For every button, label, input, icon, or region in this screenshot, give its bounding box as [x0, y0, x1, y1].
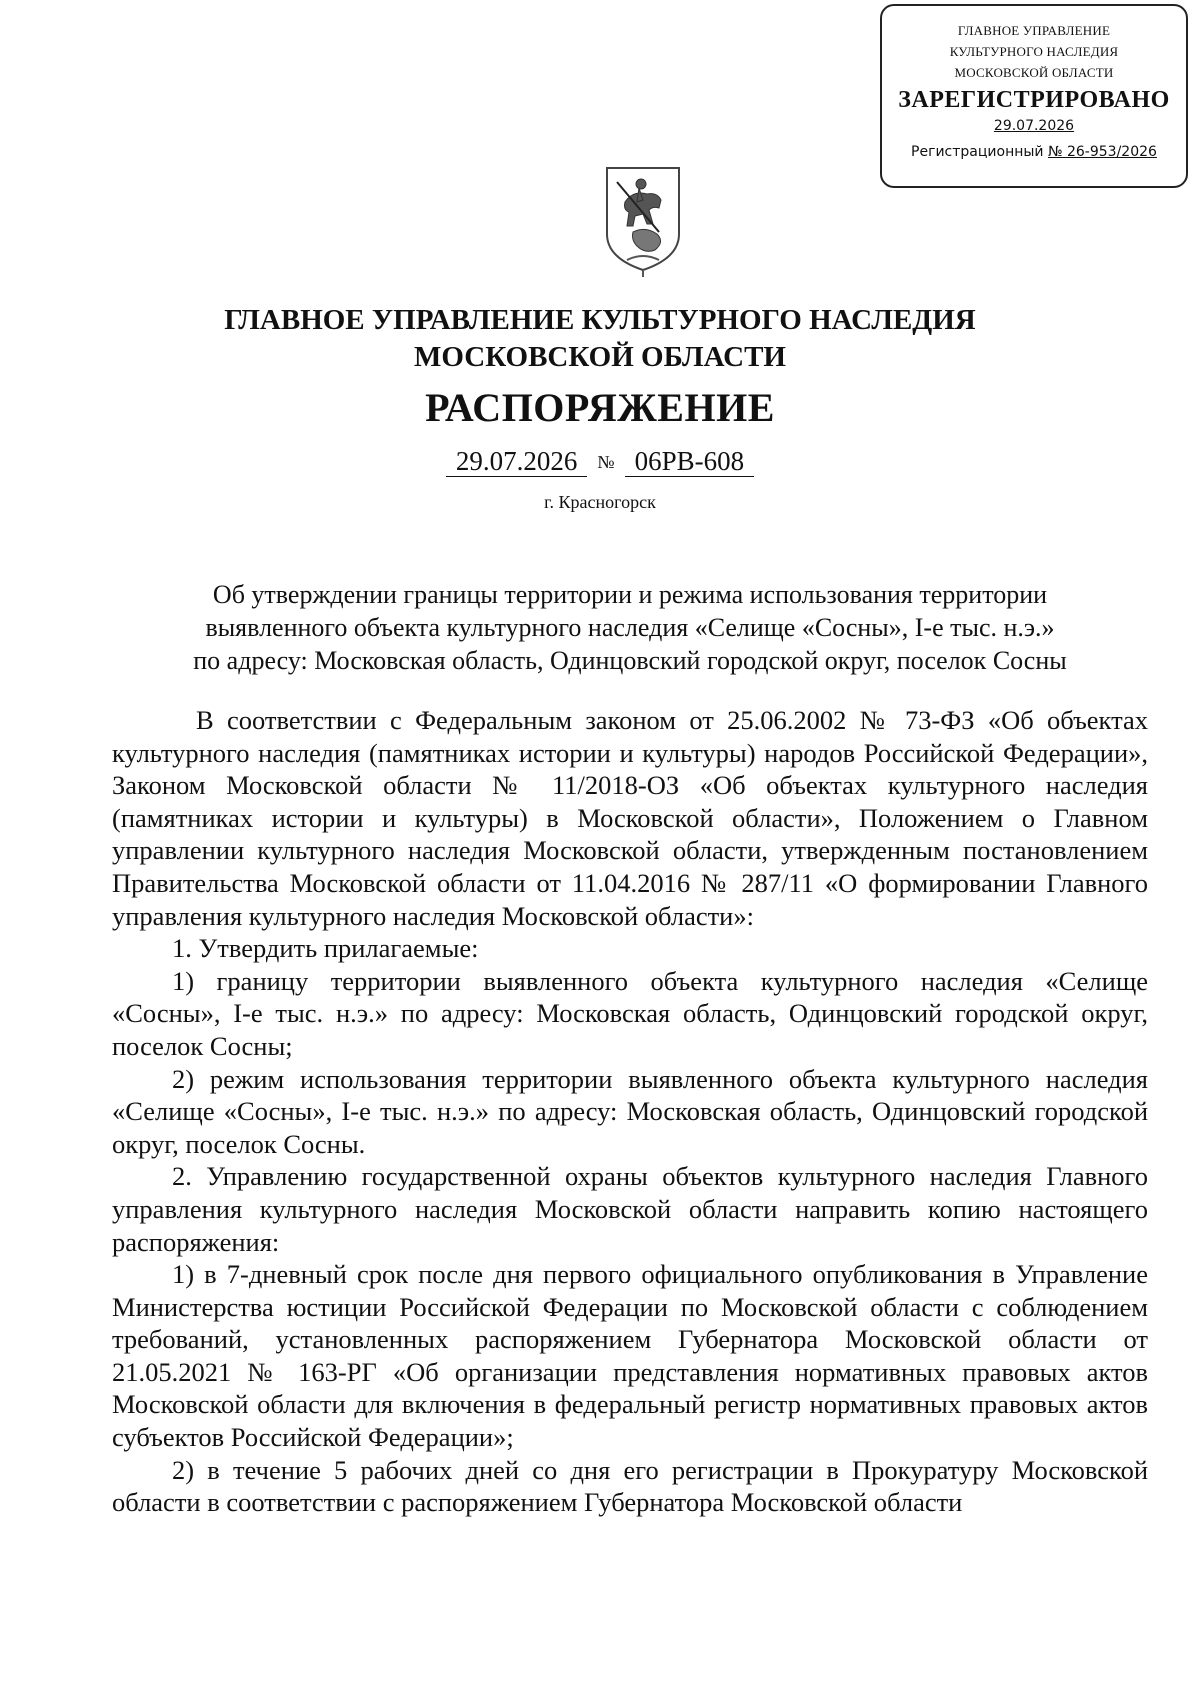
stamp-registration-number [882, 144, 1186, 160]
stamp-org-line: МОСКОВСКОЙ ОБЛАСТИ [954, 65, 1114, 80]
stamp-date: 29.07.2026 [993, 118, 1075, 134]
stamp-organization [882, 20, 1186, 83]
stamp-status: ЗАРЕГИСТРИРОВАНО [898, 87, 1170, 113]
number-sign: № [597, 452, 615, 472]
document-type: РАСПОРЯЖЕНИЕ [425, 385, 775, 430]
issuing-organization-title [0, 302, 1200, 376]
stamp-org-line: КУЛЬТУРНОГО НАСЛЕДИЯ [949, 44, 1119, 59]
registration-stamp [880, 4, 1188, 188]
subject-line: по адресу: Московская область, Одинцовский городской округ, поселок Сосны [193, 646, 1067, 675]
document-number: 06РВ-608 [625, 446, 755, 477]
saint-george-icon [617, 179, 661, 251]
clause-1: 1. Утвердить прилагаемые: [172, 933, 479, 964]
org-title-line: МОСКОВСКОЙ ОБЛАСТИ [413, 341, 786, 373]
stamp-number-value: № 26-953/2026 [1047, 144, 1157, 160]
coat-of-arms-emblem [603, 162, 683, 278]
clause-2: 2. Управлению государственной охраны объектов культурного наследия Главного управления культурного наследия Московской области направить копию настоящего распоряжения: [112, 1161, 1148, 1257]
clause-2-2: 2) в течение 5 рабочих дней со дня его регистрации в Прокуратуру Московской области в соответствии с распоряжением Губернатора Московской области [112, 1454, 1148, 1518]
stamp-number-label: Регистрационный [911, 144, 1044, 160]
clause-2-1: 1) в 7-дневный срок после дня первого официального опубликования в Управление Министерства юстиции Российской Федерации по Московской области с соблюдением требований, установленных распоряжением Губернатора Московской области от 21.05.2021 № 163-РГ «Об организации представления нормативных правовых актов Московской области для включения в федеральный регистр нормативных правовых актов субъектов Российской Федерации»; [112, 1259, 1148, 1453]
document-body [112, 704, 1148, 1519]
document-subject [110, 578, 1150, 677]
document-date-number [0, 446, 1200, 477]
subject-line: Об утверждении границы территории и режима использования территории [212, 580, 1048, 609]
preamble-paragraph: В соответствии с Федеральным законом от 25.06.2002 № 73-ФЗ «Об объектах культурного наследия (памятниках истории и культуры) народов Российской Федерации», Законом Московской области № 11/2018-ОЗ «Об объектах культурного наследия (памятниках истории и культуры) в Московской области», Положением о Главном управлении культурного наследия Московской области, утвержденным постановлением Правительства Московской области от 11.04.2016 № 287/11 «О формировании Главного управления культурного наследия Московской области»: [112, 705, 1148, 931]
stamp-org-line: ГЛАВНОЕ УПРАВЛЕНИЕ [957, 23, 1111, 38]
clause-1-2: 2) режим использования территории выявленного объекта культурного наследия «Селище «Сосны», I-е тыс. н.э.» по адресу: Московская область, Одинцовский городской округ, поселок Сосны. [112, 1063, 1148, 1159]
subject-line: выявленного объекта культурного наследия «Селище «Сосны», I-е тыс. н.э.» [205, 613, 1055, 642]
org-title-line: ГЛАВНОЕ УПРАВЛЕНИЕ КУЛЬТУРНОГО НАСЛЕДИЯ [224, 304, 976, 336]
document-city: г. Красногорск [544, 492, 656, 512]
clause-1-1: 1) границу территории выявленного объекта культурного наследия «Селище «Сосны», I-е тыс. н.э.» по адресу: Московская область, Одинцовский городской округ, поселок Сосны; [112, 965, 1148, 1061]
document-date: 29.07.2026 [446, 446, 588, 477]
